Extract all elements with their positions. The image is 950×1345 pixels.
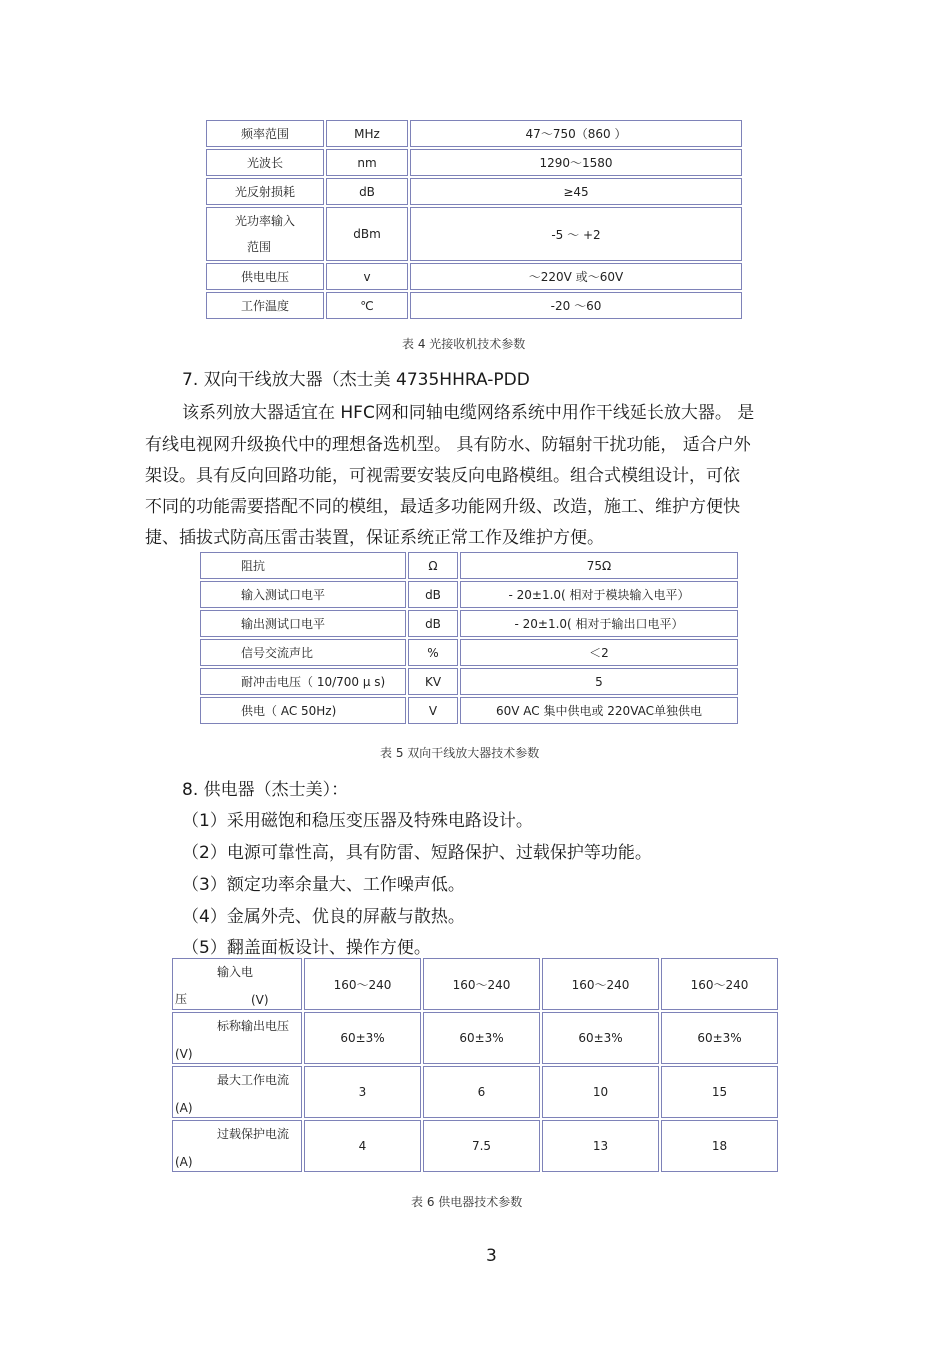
paragraph-line: 该系列放大器适宜在 HFC网和同轴电缆网络系统中用作干线延长放大器。 是 [182,403,755,423]
list-item: （1）采用磁饱和稳压变压器及特殊电路设计。 [182,811,533,831]
table-trunk-amplifier [198,550,740,726]
table-cell [206,207,324,261]
table-cell: 5 [460,668,738,695]
table-cell: 15 [661,1066,778,1118]
row-label: 过载保护电流 [217,1127,290,1141]
list-item: （4）金属外壳、优良的屏蔽与散热。 [182,907,465,927]
table-cell: 输入测试口电平 [200,581,406,608]
table-caption: 表 5 双向干线放大器技术参数 [380,746,540,760]
table-cell: nm [326,149,408,176]
table-row [200,581,738,608]
table-row [172,1066,778,1118]
paragraph-line: 捷、插拔式防高压雷击装置，保证系统正常工作及维护方便。 [145,528,604,548]
cell-line: 范围 [247,240,272,254]
table-cell: 60±3% [423,1012,540,1064]
table-cell: dB [408,610,458,637]
table-cell: dB [408,581,458,608]
row-label-unit: (A) [175,1155,193,1169]
table-cell: -5 ～ +2 [410,207,742,261]
table-cell [172,1012,302,1064]
list-item: （3）额定功率余量大、工作噪声低。 [182,875,465,895]
table-cell [172,1120,302,1172]
paragraph-line: 有线电视网升级换代中的理想备选机型。 具有防水、防辐射干扰功能， 适合户外 [145,435,751,455]
list-item: （2）电源可靠性高，具有防雷、短路保护、过载保护等功能。 [182,843,652,863]
table-cell [172,958,302,1010]
table-caption: 表 4 光接收机技术参数 [402,337,526,351]
table-cell: 工作温度 [206,292,324,319]
table-cell: 供电（ AC 50Hz) [200,697,406,724]
table-row [172,1120,778,1172]
table-cell: 160～240 [542,958,659,1010]
table-cell: 1290～1580 [410,149,742,176]
table-row [206,207,742,261]
list-item: （5）翻盖面板设计、操作方便。 [182,938,431,958]
table-cell: 信号交流声比 [200,639,406,666]
table-cell: 60±3% [304,1012,421,1064]
table-cell: v [326,263,408,290]
table-cell: 160～240 [661,958,778,1010]
table-row [200,552,738,579]
table-cell: 60V AC 集中供电或 220VAC单独供电 [460,697,738,724]
paragraph-line: 架设。具有反向回路功能，可视需要安装反向电路模组。组合式模组设计，可依 [145,466,740,486]
table-row [200,610,738,637]
table-cell: 18 [661,1120,778,1172]
table-cell: - 20±1.0( 相对于输出口电平） [460,610,738,637]
table-power-supply [170,956,780,1174]
table-cell: 47～750（860 ） [410,120,742,147]
row-label: 标称输出电压 [217,1019,290,1033]
table-row [172,1012,778,1064]
row-label-unit: 压 [175,992,188,1006]
table-cell: 耐冲击电压（ 10/700 μ s) [200,668,406,695]
cell-line: 光功率输入 [234,214,295,228]
table-cell: ＜2 [460,639,738,666]
table-row [206,120,742,147]
table-row [200,668,738,695]
table-cell: 75Ω [460,552,738,579]
table-row [206,263,742,290]
table-cell: -20 ～60 [410,292,742,319]
table-cell: 60±3% [661,1012,778,1064]
table-row [200,639,738,666]
row-label-unit: (A) [175,1101,193,1115]
section-heading: 7. 双向干线放大器（杰士美 4735HHRA-PDD [182,370,530,390]
table-cell: 10 [542,1066,659,1118]
table-optical-receiver [204,118,744,321]
page-number: 3 [486,1246,497,1266]
table-cell: 60±3% [542,1012,659,1064]
table-cell: KV [408,668,458,695]
table-row [200,697,738,724]
table-cell: 6 [423,1066,540,1118]
table-cell: ～220V 或～60V [410,263,742,290]
table-cell: MHz [326,120,408,147]
table-row [206,149,742,176]
table-row [172,958,778,1010]
section-heading: 8. 供电器（杰士美）： [182,780,349,800]
table-cell: 光波长 [206,149,324,176]
table-cell: ≥45 [410,178,742,205]
table-cell: dBm [326,207,408,261]
table-cell: 阻抗 [200,552,406,579]
table-cell: 4 [304,1120,421,1172]
table-cell: 160～240 [423,958,540,1010]
table-caption: 表 6 供电器技术参数 [411,1195,523,1209]
table-cell: 3 [304,1066,421,1118]
table-cell: 输出测试口电平 [200,610,406,637]
row-label-unit: (V) [175,1047,193,1061]
table-cell: Ω [408,552,458,579]
row-label: 最大工作电流 [217,1073,290,1087]
table-row [206,178,742,205]
table-cell: 7.5 [423,1120,540,1172]
table-cell [172,1066,302,1118]
table-cell: 供电电压 [206,263,324,290]
paragraph-line: 不同的功能需要搭配不同的模组，最适多功能网升级、改造，施工、维护方便快 [145,497,740,517]
table-cell: - 20±1.0( 相对于模块输入电平） [460,581,738,608]
row-label: 输入电 [217,965,254,979]
row-label-unit: (V) [251,993,269,1007]
table-cell: 13 [542,1120,659,1172]
table-cell: ℃ [326,292,408,319]
table-cell: % [408,639,458,666]
table-cell: 频率范围 [206,120,324,147]
table-cell: V [408,697,458,724]
table-cell: dB [326,178,408,205]
table-cell: 160～240 [304,958,421,1010]
table-cell: 光反射损耗 [206,178,324,205]
table-row [206,292,742,319]
